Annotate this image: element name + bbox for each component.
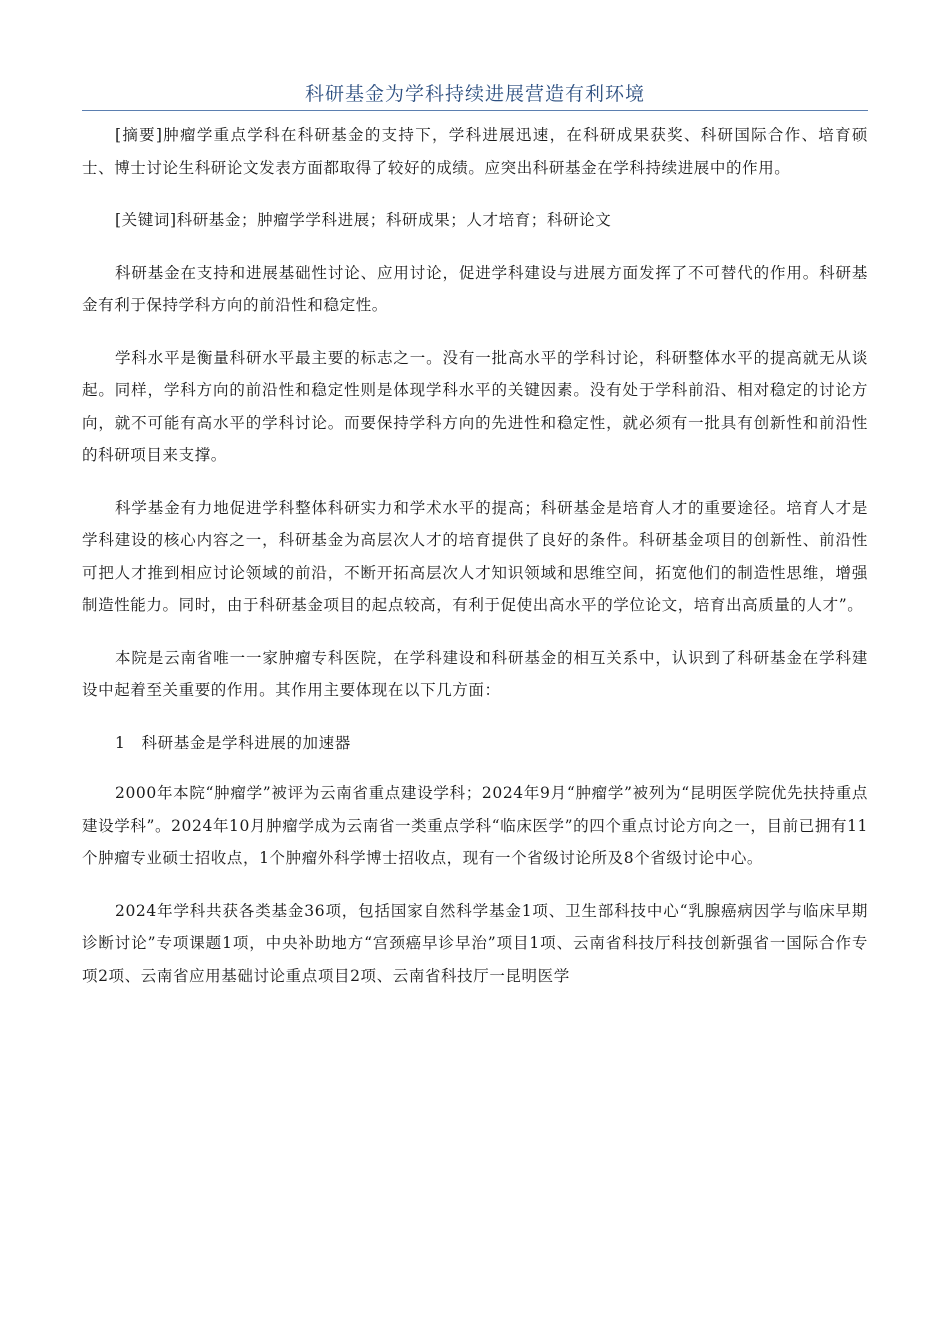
body-paragraph: 本院是云南省唯一一家肿瘤专科医院，在学科建设和科研基金的相互关系中，认识到了科研基金在学科建设中起着至关重要的作用。其作用主要体现在以下几方面： — [82, 648, 868, 699]
section-heading: 1 科研基金是学科进展的加速器 — [115, 733, 351, 752]
document-page — [82, 78, 868, 1012]
title-divider — [82, 110, 868, 111]
body-paragraph: 学科水平是衡量科研水平最主要的标志之一。没有一批高水平的学科讨论，科研整体水平的提高就无从谈起。同样，学科方向的前沿性和稳定性则是体现学科水平的关键因素。没有处于学科前沿、相对稳定的讨论方向，就不可能有高水平的学科讨论。而要保持学科方向的先进性和稳定性，就必须有一批具有创新性和前沿性的科研项目来支撑。 — [82, 348, 868, 464]
body-paragraph: 科研基金在支持和进展基础性讨论、应用讨论，促进学科建设与进展方面发挥了不可替代的作用。科研基金有利于保持学科方向的前沿性和稳定性。 — [82, 263, 868, 314]
body-paragraph: 科学基金有力地促进学科整体科研实力和学术水平的提高；科研基金是培育人才的重要途径。培育人才是学科建设的核心内容之一，科研基金为高层次人才的培育提供了良好的条件。科研基金项目的创新性、前沿性可把人才推到相应讨论领域的前沿，不断开拓高层次人才知识领域和思维空间，拓宽他们的制造性思维，增强制造性能力。同时，由于科研基金项目的起点较高，有利于促使出高水平的学位论文，培育出高质量的人才”。 — [82, 498, 868, 614]
keywords-paragraph: [关键词]科研基金；肿瘤学学科进展；科研成果；人才培育；科研论文 — [115, 211, 612, 229]
abstract-paragraph: [摘要]肿瘤学重点学科在科研基金的支持下，学科进展迅速，在科研成果获奖、科研国际合作、培育硕士、博士讨论生科研论文发表方面都取得了较好的成绩。应突出科研基金在学科持续进展中的作用。 — [82, 126, 868, 177]
document-title: 科研基金为学科持续进展营造有利环境 — [304, 83, 645, 105]
body-paragraph: 2024年学科共获各类基金36项，包括国家自然科学基金1项、卫生部科技中心“乳腺癌病因学与临床早期诊断讨论”专项课题1项，中央补助地方“宫颈癌早诊早治”项目1项、云南省科技厅科技创新强省一国际合作专项2项、云南省应用基础讨论重点项目2项、云南省科技厅一昆明医学 — [82, 901, 868, 985]
body-paragraph: 2000年本院“肿瘤学”被评为云南省重点建设学科；2024年9月“肿瘤学”被列为“昆明医学院优先扶持重点建设学科”。2024年10月肿瘤学成为云南省一类重点学科“临床医学”的四个重点讨论方向之一，目前已拥有11个肿瘤专业硕士招收点，1个肿瘤外科学博士招收点，现有一个省级讨论所及8个省级讨论中心。 — [82, 784, 868, 867]
